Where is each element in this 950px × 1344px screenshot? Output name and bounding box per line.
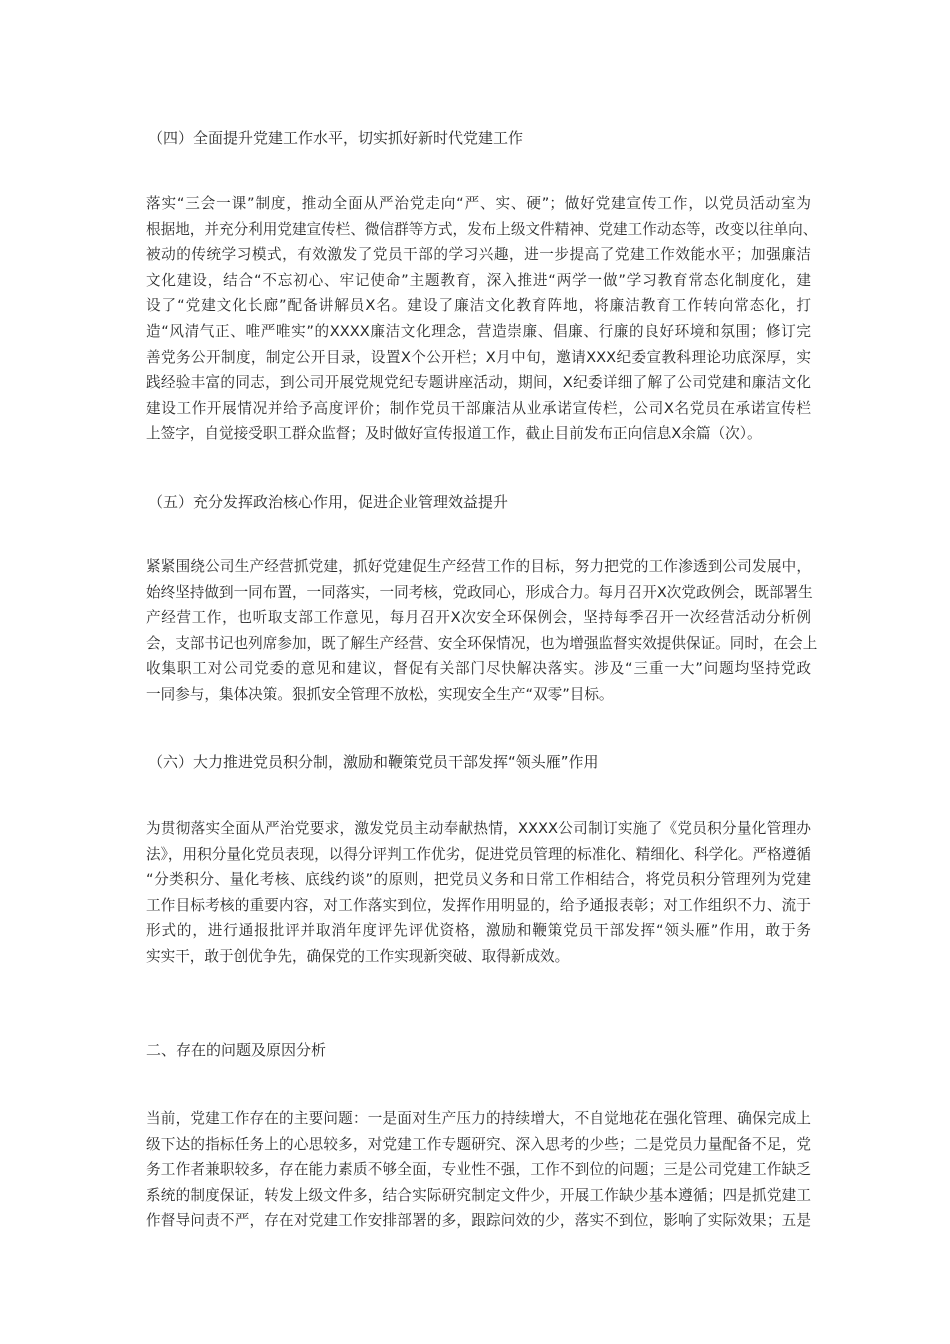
section4-paragraph <box>146 191 818 447</box>
paragraph-line: 善党务公开制度，制定公开目录，设置X个公开栏；X月中旬，邀请XXX纪委宣教科理论功底深厚，实 <box>146 348 811 366</box>
paragraph-line: 始终坚持做到一同布置，一同落实，一同考核，党政同心，形成合力。每月召开X次党政例会，既部署生 <box>146 583 813 601</box>
paragraph-line: 系统的制度保证，转发上级文件多，结合实际研究制定文件少，开展工作缺少基本遵循；四是抓党建工 <box>146 1186 811 1204</box>
paragraph-line: 践经验丰富的同志，到公司开展党规党纪专题讲座活动，期间，X纪委详细了解了公司党建和廉洁文化 <box>146 374 811 392</box>
section-two-heading: 二、存在的问题及原因分析 <box>146 1041 327 1059</box>
paragraph-line: 级下达的指标任务上的心思较多，对党建工作专题研究、深入思考的少些；二是党员力量配备不足，党 <box>146 1135 811 1153</box>
paragraph-line: 务工作者兼职较多，存在能力素质不够全面，专业性不强，工作不到位的问题；三是公司党建工作缺乏 <box>146 1161 811 1179</box>
paragraph-line: 根据地，并充分利用党建宣传栏、微信群等方式，发布上级文件精神、党建工作动态等，改变以往单向、 <box>146 220 818 238</box>
section6-heading: （六）大力推进党员积分制，激励和鞭策党员干部发挥“领头雁”作用 <box>148 753 599 771</box>
paragraph-line: 文化建设，结合“不忘初心、牢记使命”主题教育，深入推进“两学一做”学习教育常态化制度化，建 <box>146 271 811 289</box>
paragraph-line: 被动的传统学习模式，有效激发了党员干部的学习兴趣，进一步提高了党建工作效能水平；加强廉洁 <box>146 246 811 264</box>
paragraph-line: 法》，用积分量化党员表现，以得分评判工作优劣，促进党员管理的标准化、精细化、科学化。严格遵循 <box>146 845 811 863</box>
paragraph-line: 当前，党建工作存在的主要问题：一是面对生产压力的持续增大，不自觉地花在强化管理、确保完成上 <box>146 1110 811 1127</box>
paragraph-line: 形式的，进行通报批评并取消年度评先评优资格，激励和鞭策党员干部发挥“领头雁”作用，敢于务 <box>146 922 811 940</box>
paragraph-line: 上签字，自觉接受职工群众监督；及时做好宣传报道工作，截止目前发布正向信息X余篇（次）。 <box>146 425 762 443</box>
section5-heading: （五）充分发挥政治核心作用，促进企业管理效益提升 <box>148 493 509 511</box>
section5-paragraph <box>146 554 818 708</box>
section6-paragraph <box>146 816 811 970</box>
paragraph-line: 收集职工对公司党委的意见和建议，督促有关部门尽快解决落实。涉及“三重一大”问题均坚持党政 <box>146 660 811 678</box>
paragraph-line: “分类积分、量化考核、底线约谈”的原则，把党员义务和日常工作相结合，将党员积分管理列为党建 <box>146 871 811 889</box>
paragraph-line: 会，支部书记也列席参加，既了解生产经营、安全环保情况，也为增强监督实效提供保证。同时，在会上 <box>146 634 818 652</box>
paragraph-line: 造“风清气正、唯严唯实”的XXXX廉洁文化理念，营造崇廉、倡廉、行廉的良好环境和氛围；修订完 <box>146 322 811 340</box>
section4-heading: （四）全面提升党建工作水平，切实抓好新时代党建工作 <box>148 129 524 147</box>
paragraph-line: 落实“三会一课”制度，推动全面从严治党走向“严、实、硬”；做好党建宣传工作，以党员活动室为 <box>146 195 811 212</box>
paragraph-line: 实实干，敢于创优争先，确保党的工作实现新突破、取得新成效。 <box>146 947 570 965</box>
paragraph-line: 设了“党建文化长廊”配备讲解员X名。建设了廉洁文化教育阵地，将廉洁教育工作转向常态化，打 <box>146 297 811 315</box>
paragraph-line: 作督导问责不严，存在对党建工作安排部署的多，跟踪问效的少，落实不到位，影响了实际效果；五是 <box>146 1212 811 1230</box>
paragraph-line: 一同参与，集体决策。狠抓安全管理不放松，实现安全生产“双零”目标。 <box>146 685 614 703</box>
paragraph-line: 为贯彻落实全面从严治党要求，激发党员主动奉献热情，XXXX公司制订实施了《党员积分量化管理办 <box>146 820 811 837</box>
section-two-paragraph <box>146 1106 811 1234</box>
paragraph-line: 建设工作开展情况并给予高度评价；制作党员干部廉洁从业承诺宣传栏，公司X名党员在承诺宣传栏 <box>146 399 811 417</box>
paragraph-line: 紧紧围绕公司生产经营抓党建，抓好党建促生产经营工作的目标，努力把党的工作渗透到公司发展中， <box>146 558 811 575</box>
paragraph-line: 工作目标考核的重要内容，对工作落实到位，发挥作用明显的，给予通报表彰；对工作组织不力、流于 <box>146 896 811 914</box>
paragraph-line: 产经营工作，也听取支部工作意见，每月召开X次安全环保例会，坚持每季召开一次经营活动分析例 <box>146 609 811 627</box>
